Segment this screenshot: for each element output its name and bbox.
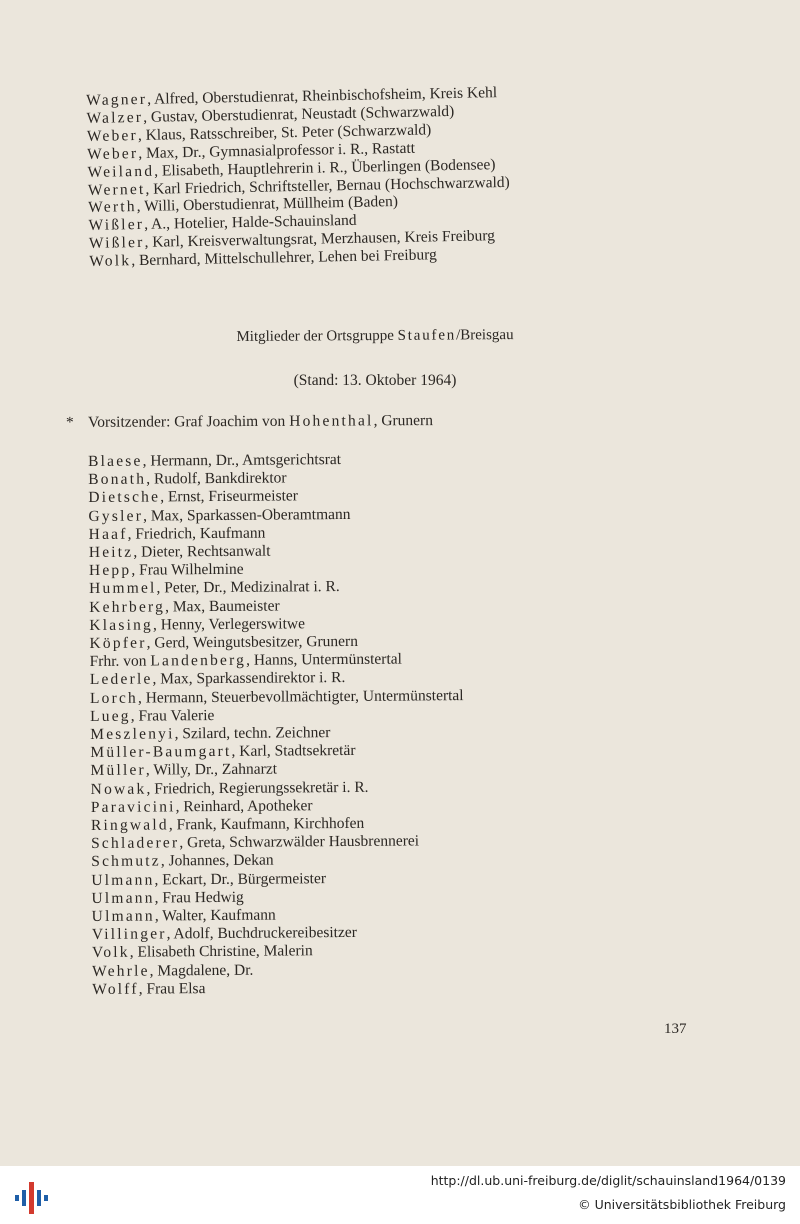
member-surname: Hepp: [88, 561, 132, 580]
member-details: , Karl, Stadtsekretär: [231, 742, 356, 761]
source-url-link[interactable]: http://dl.ub.uni-freiburg.de/diglit/schauinsland1964/0139: [430, 1173, 786, 1188]
member-surname: Paravicini: [90, 798, 176, 816]
chairman-surname: Hohenthal: [289, 412, 374, 430]
member-surname: Lorch: [89, 689, 139, 707]
member-surname: Volk: [91, 944, 130, 962]
member-surname: Wißler: [88, 234, 145, 253]
member-surname: Ulmann: [91, 889, 155, 907]
member-details: , Gerd, Weingutsbesitzer, Grunern: [146, 632, 359, 652]
member-details: , Bernhard, Mittelschullehrer, Lehen bei Freiburg: [131, 246, 437, 270]
member-surname: Werth: [88, 198, 137, 217]
chairman-line: [66, 412, 433, 432]
footer-bar: [0, 1166, 800, 1224]
member-surname: Bonath: [88, 470, 147, 489]
member-details: , Henny, Verlegerswitwe: [152, 615, 305, 634]
member-details: , Ernst, Friseurmeister: [160, 487, 299, 506]
member-surname: Schladerer: [91, 834, 180, 853]
member-details: , Max, Dr., Gymnasialprofessor i. R., Rastatt: [138, 139, 416, 162]
chairman-place: , Grunern: [373, 412, 433, 430]
member-details: , Frank, Kaufmann, Kirchhofen: [168, 814, 365, 834]
member-surname: Wolff: [92, 980, 139, 998]
member-surname: Meszlenyi: [90, 725, 175, 744]
member-details: , Frau Valerie: [130, 706, 215, 725]
member-surname: Wolk: [89, 252, 132, 271]
member-details: , Willy, Dr., Zahnarzt: [145, 760, 278, 780]
member-surname: Nowak: [90, 780, 147, 798]
member-surname: Haaf: [88, 525, 128, 543]
member-details: , Hermann, Steuerbevollmächtigter, Untermünstertal: [137, 686, 464, 707]
member-details: , Friedrich, Kaufmann: [127, 524, 266, 543]
member-surname: Ringwald: [90, 816, 169, 835]
member-surname: Weber: [86, 126, 139, 145]
member-surname: Ulmann: [91, 907, 155, 926]
member-details: , Rudolf, Bankdirektor: [146, 469, 287, 488]
member-details: , Gustav, Oberstudienrat, Neustadt (Schwarzwald): [143, 102, 455, 126]
member-details: , Max, Baumeister: [165, 597, 280, 616]
member-surname: Villinger: [91, 925, 167, 944]
member-details: , Max, Sparkassen-Oberamtmann: [142, 505, 351, 525]
member-list-continued: [86, 80, 689, 271]
member-details: , Max, Sparkassendirektor i. R.: [152, 669, 346, 688]
member-details: , Greta, Schwarzwälder Hausbrennerei: [179, 832, 420, 852]
member-surname: Müller: [90, 762, 146, 780]
member-list-staufen: [88, 448, 692, 999]
library-logo-icon: [12, 1178, 52, 1218]
member-details: , Hermann, Dr., Amtsgerichtsrat: [142, 451, 342, 470]
member-surname: Dietsche: [88, 488, 161, 507]
member-details: , Willi, Oberstudienrat, Müllheim (Baden): [136, 193, 399, 216]
member-details: , Hanns, Untermünstertal: [246, 650, 402, 669]
member-surname: Schmutz: [91, 852, 161, 871]
heading-place: Staufen: [397, 327, 457, 344]
member-surname: Wagner: [86, 90, 148, 109]
copyright-text: © Universitätsbibliothek Freiburg: [578, 1197, 786, 1212]
member-surname: Heitz: [88, 543, 134, 562]
member-details: , Dieter, Rechtsanwalt: [133, 542, 271, 561]
heading-suffix: /Breisgau: [456, 327, 514, 344]
member-details: , Peter, Dr., Medizinalrat i. R.: [156, 578, 340, 597]
asterisk-marker: *: [65, 413, 74, 431]
list-item: [92, 976, 692, 999]
member-surname: Walzer: [86, 108, 144, 127]
member-surname: Wißler: [88, 216, 145, 235]
member-details: , Alfred, Oberstudienrat, Rheinbischofsheim, Kreis Kehl: [147, 84, 498, 108]
member-details: , Szilard, techn. Zeichner: [174, 724, 331, 743]
member-surname: Gysler: [88, 507, 144, 525]
member-details: , Karl Friedrich, Schriftsteller, Bernau (Hochschwarzwald): [145, 173, 510, 198]
member-details: , Frau Wilhelmine: [131, 561, 244, 579]
member-details: , Walter, Kaufmann: [154, 906, 276, 925]
member-details: , Reinhard, Apotheker: [175, 797, 313, 816]
member-details: , Adolf, Buchdruckereibesitzer: [166, 924, 357, 943]
member-details: , Friedrich, Regierungssekretär i. R.: [146, 778, 369, 798]
member-surname: Hummel: [89, 579, 157, 598]
member-details: , Elisabeth, Hauptlehrerin i. R., Überlingen (Bodensee): [154, 155, 496, 180]
member-surname: Klasing: [89, 616, 154, 634]
member-surname: Wehrle: [92, 962, 150, 980]
member-surname: Blaese: [88, 452, 143, 470]
member-details: , Klaus, Ratsschreiber, St. Peter (Schwarzwald): [137, 121, 432, 144]
member-title: Frhr. von: [89, 652, 151, 671]
chairman-label: Vorsitzender: Graf Joachim von: [87, 412, 290, 431]
heading-prefix: Mitglieder der Ortsgruppe: [236, 327, 398, 345]
member-details: , Johannes, Dekan: [160, 852, 274, 870]
member-details: , A., Hotelier, Halde-Schauinsland: [144, 212, 357, 234]
member-surname: Ulmann: [91, 871, 155, 889]
member-surname: Lueg: [90, 707, 131, 725]
section-heading: [0, 325, 750, 347]
member-surname: Landenberg: [150, 651, 247, 670]
member-details: , Frau Hedwig: [154, 888, 244, 907]
member-details: , Frau Elsa: [138, 979, 206, 998]
member-surname: Köpfer: [89, 634, 147, 653]
page-number: 137: [664, 1021, 687, 1037]
member-details: , Magdalene, Dr.: [149, 961, 254, 980]
member-surname: Wernet: [87, 180, 146, 199]
member-surname: Müller-Baumgart: [90, 743, 232, 762]
member-details: , Eckart, Dr., Bürgermeister: [154, 869, 327, 889]
member-details: , Elisabeth Christine, Malerin: [129, 942, 313, 962]
member-surname: Kehrberg: [89, 598, 166, 616]
member-surname: Weber: [87, 144, 139, 163]
member-surname: Weiland: [87, 162, 155, 181]
member-surname: Lederle: [89, 670, 153, 689]
stand-date: (Stand: 13. Oktober 1964): [293, 372, 457, 389]
member-details: , Karl, Kreisverwaltungsrat, Merzhausen, Kreis Freiburg: [144, 227, 496, 252]
